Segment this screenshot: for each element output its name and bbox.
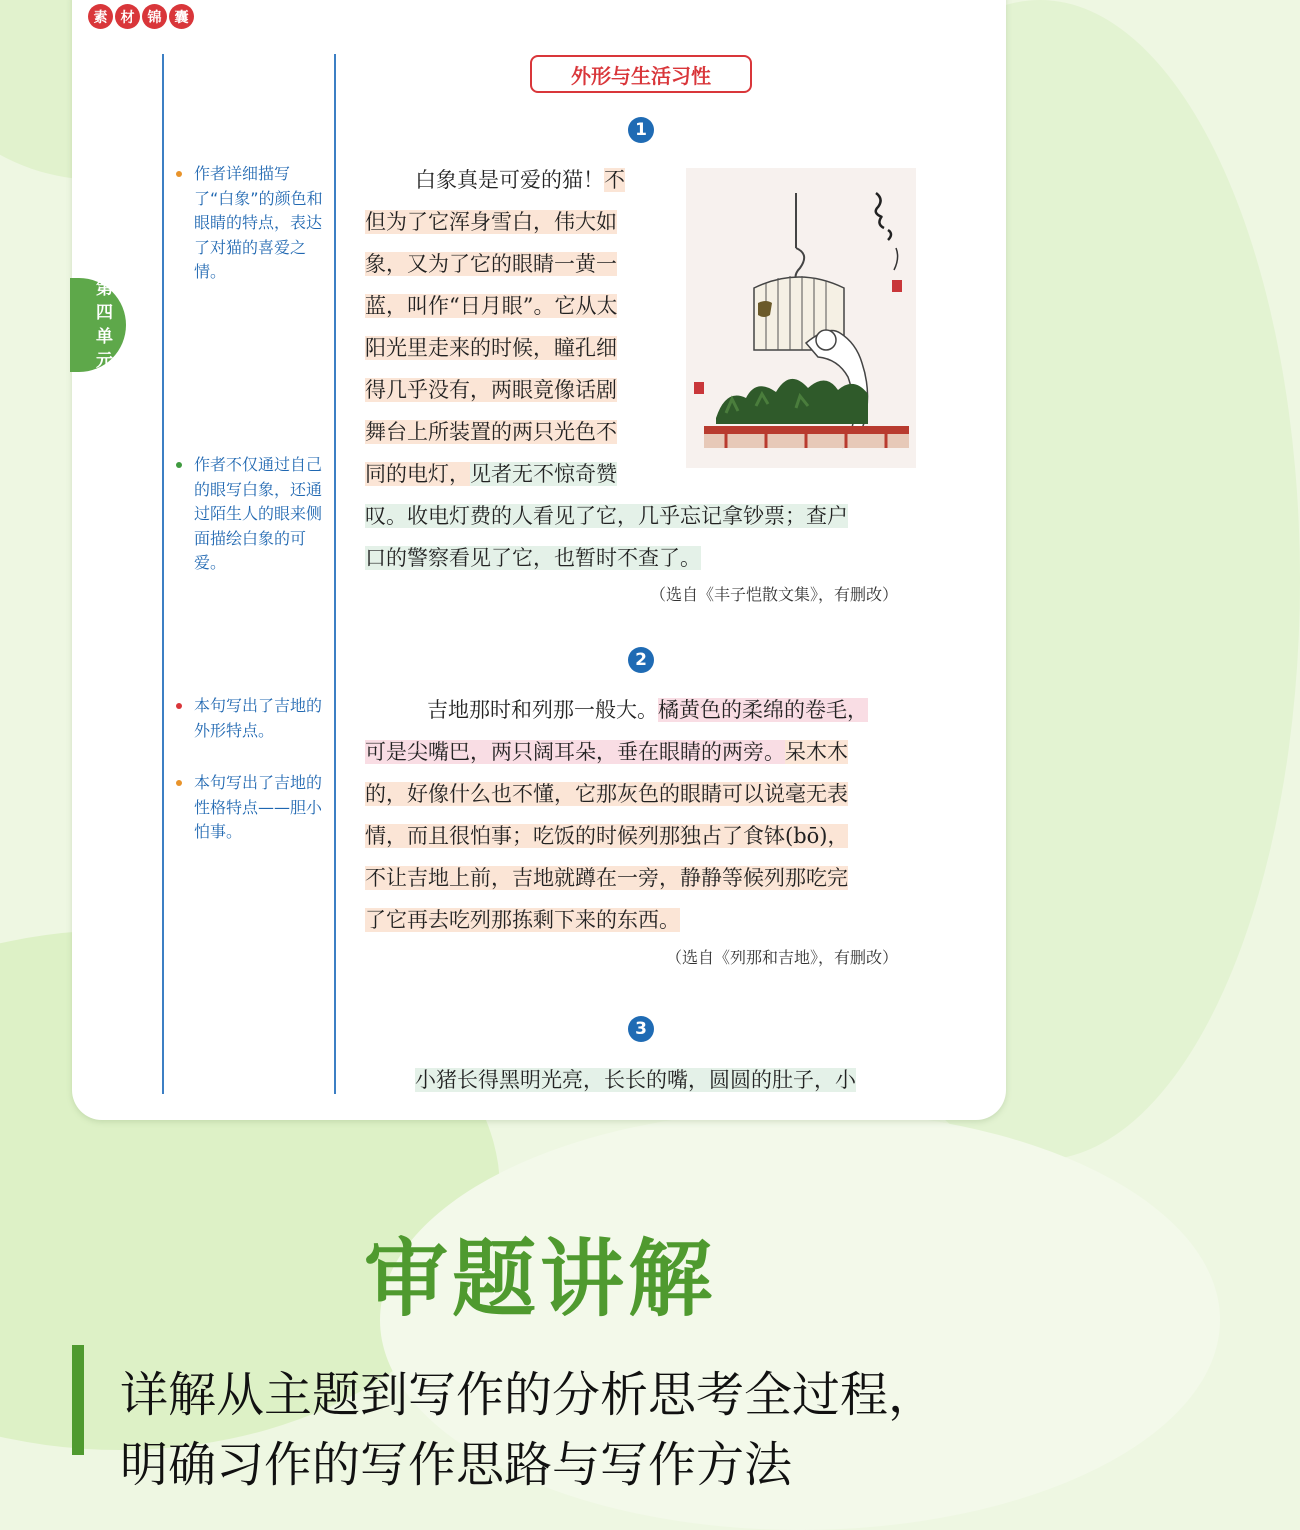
- passage-line: [415, 162, 625, 198]
- passage-line: [365, 498, 848, 534]
- note-bullet: [176, 462, 182, 468]
- passage-number: 3: [628, 1016, 654, 1042]
- passage-text: 白象真是可爱的猫！: [415, 168, 604, 192]
- badge-char: 材: [115, 4, 140, 29]
- passage-citation: （选自《丰子恺散文集》，有删改）: [650, 585, 899, 604]
- highlighted-text: 小猪长得黑明光亮，长长的嘴，圆圆的肚子，小: [415, 1068, 856, 1092]
- badge-char: 锦: [142, 4, 167, 29]
- passage-line: [365, 246, 617, 282]
- side-note-text: 本句写出了吉地的性格特点——胆小怕事。: [194, 773, 323, 841]
- promo-accent-bar: [72, 1345, 84, 1455]
- highlighted-text: 舞台上所装置的两只光色不: [365, 420, 617, 444]
- unit-tab: [70, 278, 126, 372]
- section-badge: [88, 4, 194, 29]
- side-note-text: 作者不仅通过自己的眼写白象，还通过陌生人的眼来侧面描绘白象的可爱。: [194, 455, 323, 572]
- passage-line: [365, 204, 617, 240]
- passage-number: 1: [628, 117, 654, 143]
- passage-citation: （选自《列那和吉地》，有删改）: [666, 948, 899, 967]
- side-note-text: 作者详细描写了“白象”的颜色和眼睛的特点，表达了对猫的喜爱之情。: [194, 164, 323, 281]
- side-note: [176, 453, 326, 576]
- highlighted-text: 可是尖嘴巴，两只阔耳朵，垂在眼睛的两旁。: [365, 740, 785, 764]
- passage-line: [365, 776, 848, 812]
- passage-line: [415, 1062, 856, 1098]
- side-note-text: 本句写出了吉地的外形特点。: [194, 696, 323, 740]
- passage-line: [365, 330, 617, 366]
- badge-char: 素: [88, 4, 113, 29]
- unit-tab-line1: 第四: [96, 279, 113, 323]
- passage-line: [365, 818, 848, 854]
- passage-line: [365, 414, 617, 450]
- highlighted-text: 不: [604, 168, 625, 192]
- margin-rule-left: [162, 54, 164, 1094]
- passage-line: [427, 692, 868, 728]
- note-bullet: [176, 171, 182, 177]
- passage-line: [365, 734, 848, 770]
- highlighted-text: 了它再去吃列那拣剩下来的东西。: [365, 908, 680, 932]
- promo-title: 审题讲解: [363, 1230, 716, 1328]
- highlighted-text: 阳光里走来的时候，瞳孔细: [365, 336, 617, 360]
- passage-line: [365, 540, 701, 576]
- passage-number: 2: [628, 647, 654, 673]
- highlighted-text: 得几乎没有，两眼竟像话剧: [365, 378, 617, 402]
- cat-and-birdcage-illustration: [686, 168, 916, 468]
- passage-line: [365, 288, 617, 324]
- side-note: [176, 771, 326, 845]
- promo-text: 明确习作的写作思路与写作方法: [120, 1437, 793, 1493]
- highlighted-text: 情，而且很怕事；吃饭的时候列那独占了食钵(bō)，: [365, 824, 849, 848]
- highlighted-text: 口的警察看见了它，也暂时不查了。: [365, 546, 701, 570]
- passage-text: 吉地那时和列那一般大。: [427, 698, 658, 722]
- passage-line: [365, 456, 617, 492]
- side-note: [176, 694, 326, 743]
- highlighted-text: 叹。收电灯费的人看见了它，几乎忘记拿钞票；查户: [365, 504, 848, 528]
- highlighted-text: 但为了它浑身雪白，伟大如: [365, 210, 617, 234]
- badge-char: 囊: [169, 4, 194, 29]
- note-bullet: [176, 780, 182, 786]
- highlighted-text: 呆木木: [785, 740, 848, 764]
- unit-tab-line2: 单元: [96, 327, 113, 371]
- note-bullet: [176, 703, 182, 709]
- promo-text: 详解从主题到写作的分析思考全过程，: [120, 1367, 937, 1423]
- highlighted-text: 的，好像什么也不懂，它那灰色的眼睛可以说毫无表: [365, 782, 848, 806]
- passage-line: [365, 860, 848, 896]
- highlighted-text: 蓝，叫作“日月眼”。它从太: [365, 294, 618, 318]
- highlighted-text: 见者无不惊奇赞: [470, 462, 617, 486]
- passage-line: [365, 372, 617, 408]
- highlighted-text: 橘黄色的柔绵的卷毛，: [658, 698, 868, 722]
- highlighted-text: 不让吉地上前，吉地就蹲在一旁，静静等候列那吃完: [365, 866, 848, 890]
- passage-line: [365, 902, 680, 938]
- highlighted-text: 象，又为了它的眼睛一黄一: [365, 252, 617, 276]
- margin-rule-right: [334, 54, 336, 1094]
- side-note: [176, 162, 326, 285]
- section-title: 外形与生活习性: [530, 55, 752, 93]
- highlighted-text: 同的电灯，: [365, 462, 470, 486]
